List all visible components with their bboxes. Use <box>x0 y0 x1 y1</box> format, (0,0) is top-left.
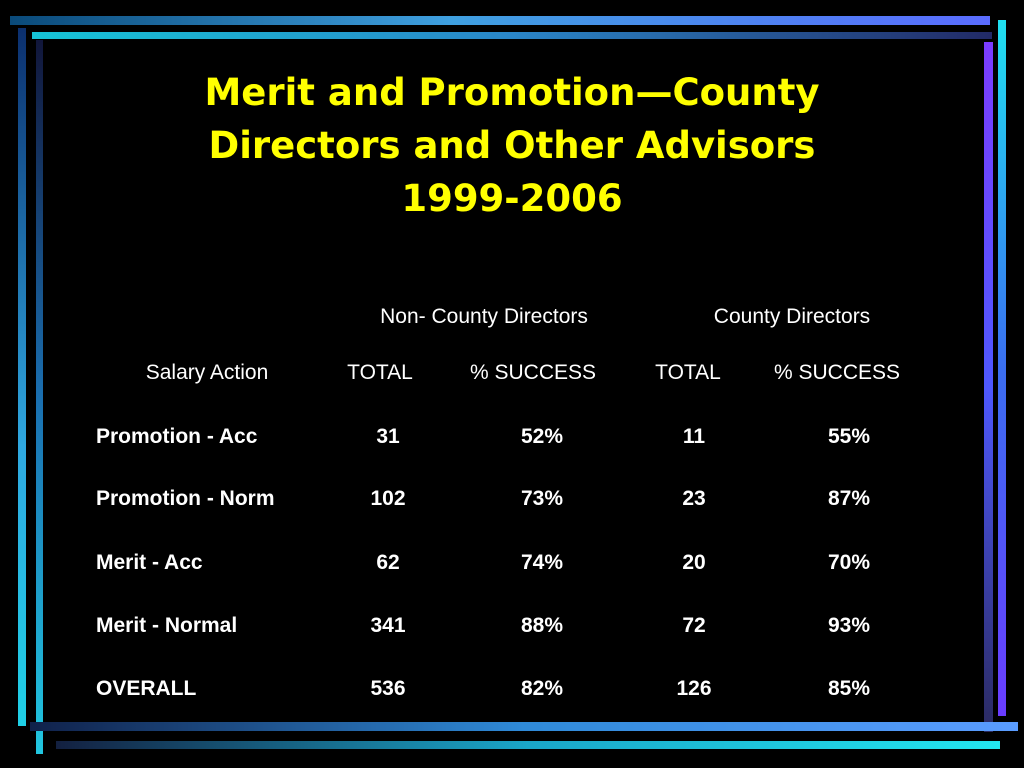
slide-title <box>0 66 1024 225</box>
title-line-1: Merit and Promotion—County <box>204 71 820 114</box>
group-header-county: County Directors <box>713 305 871 328</box>
non-success-cell: 82% <box>520 677 564 700</box>
group-header-non-county: Non- County Directors <box>380 305 588 328</box>
non-total-cell: 62 <box>376 551 400 574</box>
row-label: OVERALL <box>96 677 197 700</box>
title-line-3: 1999-2006 <box>401 177 623 220</box>
cd-success-cell: 55% <box>827 425 871 448</box>
cd-total-cell: 72 <box>682 614 706 637</box>
non-success-cell: 73% <box>520 487 564 510</box>
row-label: Merit - Normal <box>96 614 238 637</box>
title-line-2: Directors and Other Advisors <box>208 124 816 167</box>
non-success-cell: 88% <box>520 614 564 637</box>
frame-bar-bottom-inner <box>30 722 1018 731</box>
cd-total-cell: 20 <box>682 551 706 574</box>
cd-success-cell: 93% <box>827 614 871 637</box>
row-label: Promotion - Norm <box>96 487 275 510</box>
column-header-salary-action: Salary Action <box>145 361 269 384</box>
frame-bar-top <box>10 16 990 25</box>
non-total-cell: 31 <box>376 425 400 448</box>
frame-bar-top-inner <box>32 32 992 39</box>
column-header-non-total: TOTAL <box>347 361 413 384</box>
cd-total-cell: 11 <box>682 425 706 448</box>
cd-success-cell: 70% <box>827 551 871 574</box>
non-success-cell: 74% <box>520 551 564 574</box>
column-header-cd-success: % SUCCESS <box>773 361 901 384</box>
cd-total-cell: 23 <box>682 487 706 510</box>
column-header-non-success: % SUCCESS <box>469 361 597 384</box>
cd-total-cell: 126 <box>676 677 712 700</box>
non-total-cell: 341 <box>370 614 406 637</box>
column-header-cd-total: TOTAL <box>655 361 721 384</box>
row-label: Merit - Acc <box>96 551 203 574</box>
cd-success-cell: 87% <box>827 487 871 510</box>
frame-bar-bottom <box>56 741 1000 749</box>
cd-success-cell: 85% <box>827 677 871 700</box>
row-label: Promotion - Acc <box>96 425 258 448</box>
non-total-cell: 536 <box>370 677 406 700</box>
non-success-cell: 52% <box>520 425 564 448</box>
non-total-cell: 102 <box>370 487 406 510</box>
